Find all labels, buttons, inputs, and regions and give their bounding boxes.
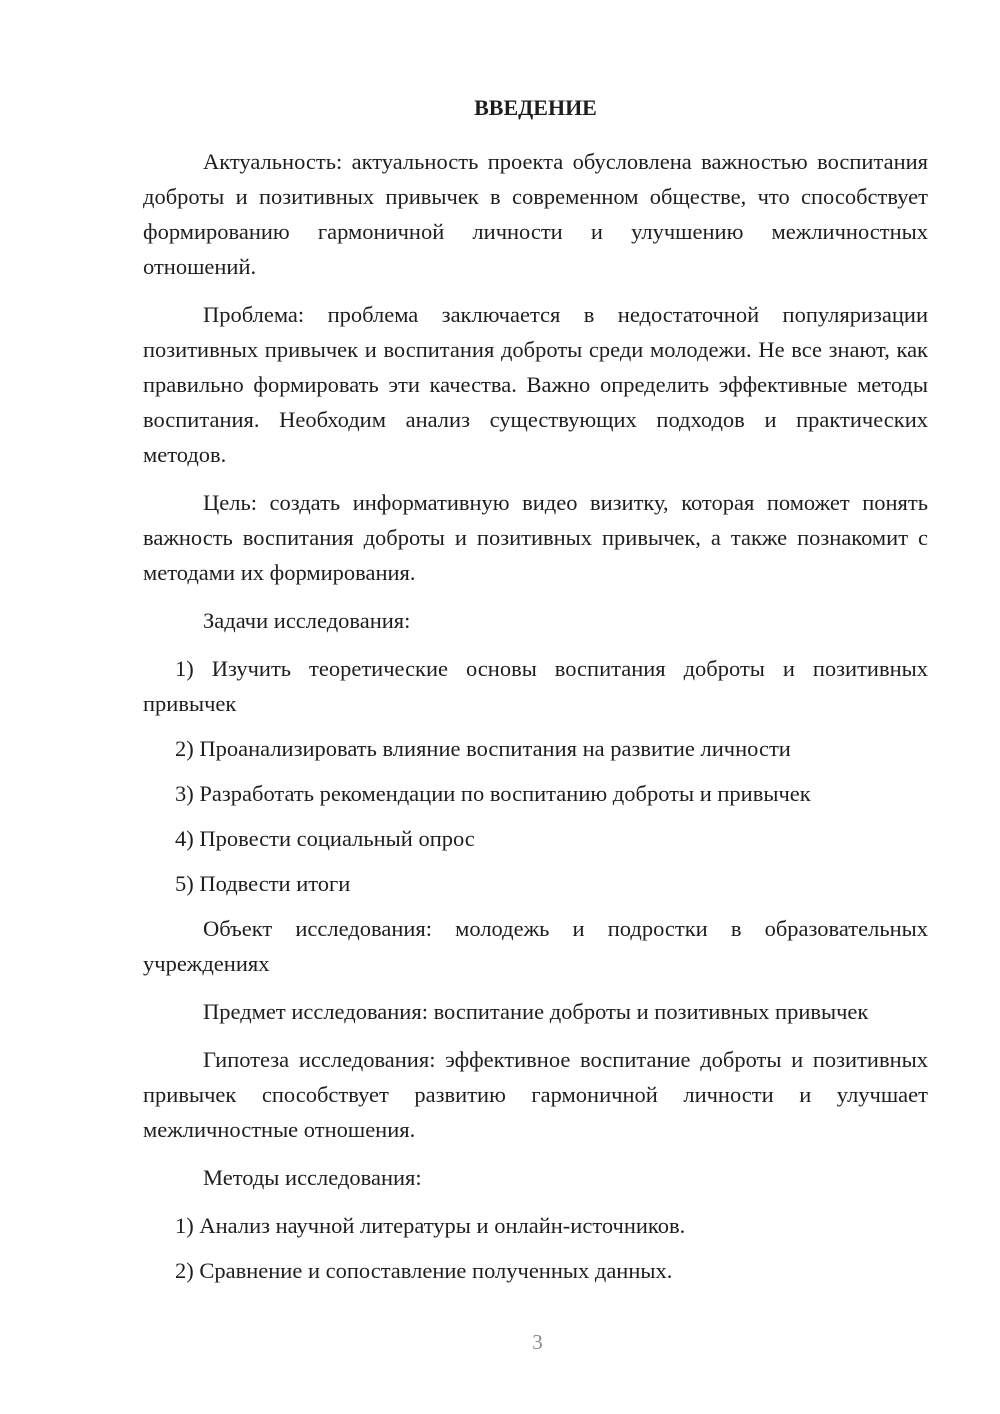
task-item-2: 2) Проанализировать влияние воспитания на развитие личности: [175, 736, 791, 761]
method-item-2: 2) Сравнение и сопоставление полученных данных.: [175, 1258, 673, 1283]
relevance-paragraph: Актуальность: актуальность проекта обусловлена важностью воспитания доброты и позитивных привычек в современном обществе, что способствует формированию гармоничной личности и улучшению межличностных отношений.: [143, 149, 928, 279]
hypothesis-paragraph: Гипотеза исследования: эффективное воспитание доброты и позитивных привычек способствует развитию гармоничной личности и улучшает межличностные отношения.: [143, 1047, 928, 1142]
goal-paragraph: Цель: создать информативную видео визитку, которая поможет понять важность воспитания доброты и позитивных привычек, а также познакомит с методами их формирования.: [143, 490, 928, 585]
tasks-heading: Задачи исследования:: [203, 608, 411, 633]
task-item-1: 1) Изучить теоретические основы воспитания доброты и позитивных привычек: [143, 656, 928, 716]
methods-list: [143, 1208, 928, 1288]
task-item-4: 4) Провести социальный опрос: [175, 826, 475, 851]
method-item-1: 1) Анализ научной литературы и онлайн-источников.: [175, 1213, 686, 1238]
methods-heading: Методы исследования:: [203, 1165, 422, 1190]
problem-paragraph: Проблема: проблема заключается в недостаточной популяризации позитивных привычек и воспитания доброты среди молодежи. Не все знают, как правильно формировать эти качества. Важно определить эффективные методы воспитания. Необходим анализ существующих подходов и практических методов.: [143, 302, 928, 467]
task-item-5: 5) Подвести итоги: [175, 871, 351, 896]
tasks-list: [143, 651, 928, 901]
subject-paragraph: Предмет исследования: воспитание доброты и позитивных привычек: [203, 999, 869, 1024]
object-paragraph: Объект исследования: молодежь и подростки в образовательных учреждениях: [143, 916, 928, 976]
task-item-3: 3) Разработать рекомендации по воспитанию доброты и привычек: [175, 781, 811, 806]
section-title: ВВЕДЕНИЕ: [474, 95, 597, 120]
page-number: 3: [532, 1330, 543, 1354]
document-page: [143, 92, 928, 1298]
